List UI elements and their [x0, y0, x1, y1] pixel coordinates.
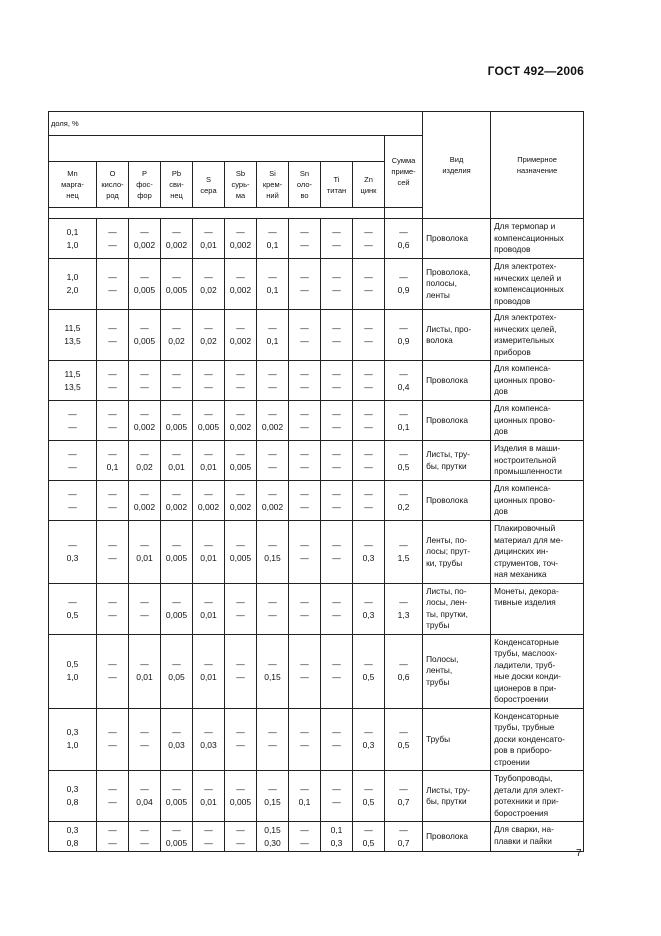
- cell-sum: — 0,7: [385, 822, 423, 852]
- cell-p: — —: [129, 708, 161, 771]
- element-header-si: Si крем- ний: [257, 162, 289, 208]
- cell-sn: — —: [289, 401, 321, 441]
- table-row: [49, 583, 584, 634]
- purpose-cell: Изделия в маши- ностроительной промышленности: [491, 441, 584, 481]
- cell-sum: — 0,4: [385, 361, 423, 401]
- cell-sb: — —: [225, 822, 257, 852]
- alloy-composition-table: [48, 111, 584, 852]
- cell-s: — 0,01: [193, 521, 225, 584]
- cell-pb: — 0,005: [161, 521, 193, 584]
- table-row: [49, 441, 584, 481]
- purpose-cell: Для компенса- ционных прово- дов: [491, 361, 584, 401]
- cell-p: — 0,002: [129, 401, 161, 441]
- cell-si: — —: [257, 441, 289, 481]
- cell-ti: — —: [321, 219, 353, 259]
- cell-si: — 0,15: [257, 771, 289, 822]
- cell-zn: — 0,3: [353, 521, 385, 584]
- cell-pb: — 0,002: [161, 481, 193, 521]
- purpose-cell: Для термопар и компенсационных проводов: [491, 219, 584, 259]
- element-header-p: P фос- фор: [129, 162, 161, 208]
- impurity-sum-header: Сумма приме- сей: [385, 136, 423, 208]
- cell-pb: — 0,01: [161, 441, 193, 481]
- cell-pb: — 0,005: [161, 771, 193, 822]
- cell-p: — 0,002: [129, 481, 161, 521]
- share-label: доля, %: [49, 112, 423, 136]
- cell-sb: — 0,005: [225, 441, 257, 481]
- cell-pb: — 0,005: [161, 259, 193, 310]
- cell-p: — 0,01: [129, 634, 161, 708]
- cell-si: — 0,002: [257, 481, 289, 521]
- cell-ti: — —: [321, 634, 353, 708]
- cell-sn: — —: [289, 441, 321, 481]
- element-header-pb: Pb сви- нец: [161, 162, 193, 208]
- cell-p: — 0,005: [129, 259, 161, 310]
- cell-s: — 0,01: [193, 583, 225, 634]
- table-body: [49, 219, 584, 852]
- cell-o: — —: [97, 401, 129, 441]
- purpose-cell: Плакировочный материал для ме- дицинских ин- струментов, точ- ная механика: [491, 521, 584, 584]
- cell-sn: — —: [289, 310, 321, 361]
- cell-p: — 0,04: [129, 771, 161, 822]
- cell-o: — —: [97, 771, 129, 822]
- cell-ti: 0,1 0,3: [321, 822, 353, 852]
- table-row: [49, 401, 584, 441]
- cell-mn: 1,0 2,0: [49, 259, 97, 310]
- purpose-cell: Для компенса- ционных прово- дов: [491, 401, 584, 441]
- cell-sn: — —: [289, 521, 321, 584]
- cell-sb: — 0,002: [225, 259, 257, 310]
- cell-zn: — —: [353, 259, 385, 310]
- element-header-o: O кисло- род: [97, 162, 129, 208]
- cell-sb: — 0,002: [225, 310, 257, 361]
- cell-ti: — —: [321, 583, 353, 634]
- cell-s: — 0,01: [193, 771, 225, 822]
- cell-o: — —: [97, 481, 129, 521]
- cell-ti: — —: [321, 401, 353, 441]
- cell-si: — 0,15: [257, 634, 289, 708]
- cell-zn: — —: [353, 481, 385, 521]
- cell-s: — 0,01: [193, 441, 225, 481]
- cell-o: — —: [97, 310, 129, 361]
- table-row: [49, 822, 584, 852]
- purpose-cell: Для электротех- нических целей и компенсационных проводов: [491, 259, 584, 310]
- product-type-cell: Проволока: [423, 822, 491, 852]
- product-type-cell: Проволока: [423, 219, 491, 259]
- cell-p: — 0,01: [129, 521, 161, 584]
- cell-p: — 0,002: [129, 219, 161, 259]
- cell-o: — —: [97, 822, 129, 852]
- cell-sb: — 0,005: [225, 771, 257, 822]
- cell-sn: — —: [289, 583, 321, 634]
- cell-sum: — 0,5: [385, 441, 423, 481]
- table-row: [49, 521, 584, 584]
- table-row: [49, 219, 584, 259]
- product-type-cell: Листы, про- волока: [423, 310, 491, 361]
- element-header-zn: Zn цинк: [353, 162, 385, 208]
- product-type-cell: Ленты, по- лосы; прут- ки, трубы: [423, 521, 491, 584]
- cell-si: — 0,1: [257, 219, 289, 259]
- cell-zn: — 0,5: [353, 771, 385, 822]
- cell-sn: — —: [289, 259, 321, 310]
- cell-s: — 0,02: [193, 259, 225, 310]
- cell-o: — —: [97, 521, 129, 584]
- purpose-cell: Для компенса- ционных прово- дов: [491, 481, 584, 521]
- cell-si: — 0,002: [257, 401, 289, 441]
- cell-ti: — —: [321, 481, 353, 521]
- cell-p: — —: [129, 822, 161, 852]
- cell-sn: — —: [289, 219, 321, 259]
- table-header: [49, 112, 584, 219]
- cell-s: — 0,03: [193, 708, 225, 771]
- element-header-sb: Sb сурь- ма: [225, 162, 257, 208]
- purpose-cell: Монеты, декора- тивные изделия: [491, 583, 584, 634]
- cell-ti: — —: [321, 521, 353, 584]
- page-number: 7: [576, 848, 582, 859]
- cell-zn: — —: [353, 219, 385, 259]
- cell-zn: — 0,3: [353, 708, 385, 771]
- cell-zn: — —: [353, 310, 385, 361]
- product-type-cell: Листы, по- лосы, лен- ты, прутки, трубы: [423, 583, 491, 634]
- cell-ti: — —: [321, 708, 353, 771]
- cell-sn: — —: [289, 481, 321, 521]
- product-type-cell: Листы, тру- бы, прутки: [423, 771, 491, 822]
- cell-sn: — —: [289, 634, 321, 708]
- cell-mn: 0,1 1,0: [49, 219, 97, 259]
- cell-zn: — —: [353, 361, 385, 401]
- product-type-cell: Трубы: [423, 708, 491, 771]
- cell-s: — 0,01: [193, 634, 225, 708]
- cell-si: — 0,1: [257, 259, 289, 310]
- cell-o: — —: [97, 259, 129, 310]
- cell-pb: — 0,03: [161, 708, 193, 771]
- cell-si: — 0,15: [257, 521, 289, 584]
- purpose-cell: Для электротех- нических целей, измерительных приборов: [491, 310, 584, 361]
- cell-mn: — 0,3: [49, 521, 97, 584]
- cell-p: — 0,005: [129, 310, 161, 361]
- table-row: [49, 708, 584, 771]
- cell-mn: 0,3 0,8: [49, 822, 97, 852]
- element-header-ti: Ti титан: [321, 162, 353, 208]
- cell-o: — 0,1: [97, 441, 129, 481]
- header-spacer: [49, 136, 385, 162]
- cell-mn: — —: [49, 481, 97, 521]
- cell-sn: — 0,1: [289, 771, 321, 822]
- cell-sum: — 0,6: [385, 219, 423, 259]
- table-row: [49, 634, 584, 708]
- cell-ti: — —: [321, 361, 353, 401]
- product-type-cell: Проволока: [423, 481, 491, 521]
- cell-s: — 0,01: [193, 219, 225, 259]
- cell-o: — —: [97, 583, 129, 634]
- cell-sum: — 1,3: [385, 583, 423, 634]
- header-divider: [49, 208, 385, 219]
- cell-mn: 0,3 1,0: [49, 708, 97, 771]
- cell-sb: — 0,002: [225, 401, 257, 441]
- cell-pb: — 0,02: [161, 310, 193, 361]
- cell-ti: — —: [321, 771, 353, 822]
- cell-o: — —: [97, 219, 129, 259]
- cell-sum: — 0,2: [385, 481, 423, 521]
- product-type-cell: Проволока: [423, 401, 491, 441]
- cell-sum: — 0,9: [385, 310, 423, 361]
- cell-mn: — —: [49, 441, 97, 481]
- element-header-mn: Mn марга- нец: [49, 162, 97, 208]
- table-row: [49, 310, 584, 361]
- product-type-cell: Проволока, полосы, ленты: [423, 259, 491, 310]
- cell-s: — 0,005: [193, 401, 225, 441]
- table-row: [49, 481, 584, 521]
- cell-sb: — 0,005: [225, 521, 257, 584]
- cell-zn: — 0,5: [353, 634, 385, 708]
- cell-sb: — —: [225, 361, 257, 401]
- purpose-cell: Конденсаторные трубы, трубные доски конденсато- ров в приборо- строении: [491, 708, 584, 771]
- table-row: [49, 259, 584, 310]
- cell-p: — 0,02: [129, 441, 161, 481]
- cell-pb: — 0,005: [161, 401, 193, 441]
- cell-sum: — 0,6: [385, 634, 423, 708]
- product-type-cell: Полосы, ленты, трубы: [423, 634, 491, 708]
- cell-pb: — 0,005: [161, 583, 193, 634]
- cell-sn: — —: [289, 708, 321, 771]
- cell-o: — —: [97, 361, 129, 401]
- element-header-s: S сера: [193, 162, 225, 208]
- purpose-cell: Для сварки, на- плавки и пайки: [491, 822, 584, 852]
- cell-zn: — 0,5: [353, 822, 385, 852]
- cell-sum: — 0,9: [385, 259, 423, 310]
- cell-sb: — —: [225, 583, 257, 634]
- document-code: ГОСТ 492—2006: [487, 64, 584, 78]
- cell-sb: — —: [225, 634, 257, 708]
- cell-p: — —: [129, 361, 161, 401]
- cell-sn: — —: [289, 361, 321, 401]
- cell-mn: 0,3 0,8: [49, 771, 97, 822]
- cell-s: — 0,02: [193, 310, 225, 361]
- cell-s: — —: [193, 361, 225, 401]
- cell-ti: — —: [321, 259, 353, 310]
- cell-pb: — 0,002: [161, 219, 193, 259]
- cell-si: 0,15 0,30: [257, 822, 289, 852]
- cell-sb: — 0,002: [225, 481, 257, 521]
- cell-pb: — 0,05: [161, 634, 193, 708]
- cell-sn: — —: [289, 822, 321, 852]
- cell-zn: — 0,3: [353, 583, 385, 634]
- cell-ti: — —: [321, 441, 353, 481]
- purpose-cell: Конденсаторные трубы, маслоох- ладители, труб- ные доски конди- ционеров в при- боростроении: [491, 634, 584, 708]
- table-row: [49, 361, 584, 401]
- cell-si: — —: [257, 708, 289, 771]
- cell-s: — 0,002: [193, 481, 225, 521]
- cell-s: — —: [193, 822, 225, 852]
- purpose-cell: Трубопроводы, детали для элект- ротехники и при- боростроения: [491, 771, 584, 822]
- product-type-cell: Проволока: [423, 361, 491, 401]
- product-type-cell: Листы, тру- бы, прутки: [423, 441, 491, 481]
- table-row: [49, 771, 584, 822]
- element-header-sn: Sn оло- во: [289, 162, 321, 208]
- cell-sum: — 1,5: [385, 521, 423, 584]
- cell-zn: — —: [353, 401, 385, 441]
- cell-sb: — 0,002: [225, 219, 257, 259]
- cell-sb: — —: [225, 708, 257, 771]
- cell-mn: — —: [49, 401, 97, 441]
- cell-sum: — 0,5: [385, 708, 423, 771]
- cell-mn: — 0,5: [49, 583, 97, 634]
- cell-mn: 0,5 1,0: [49, 634, 97, 708]
- cell-pb: — 0,005: [161, 822, 193, 852]
- cell-o: — —: [97, 634, 129, 708]
- cell-ti: — —: [321, 310, 353, 361]
- cell-p: — —: [129, 583, 161, 634]
- cell-o: — —: [97, 708, 129, 771]
- cell-zn: — —: [353, 441, 385, 481]
- cell-pb: — —: [161, 361, 193, 401]
- cell-si: — —: [257, 583, 289, 634]
- purpose-header: Примерное назначение: [491, 112, 584, 219]
- product-type-header: Вид изделия: [423, 112, 491, 219]
- cell-mn: 11,5 13,5: [49, 361, 97, 401]
- cell-sum: — 0,7: [385, 771, 423, 822]
- cell-si: — —: [257, 361, 289, 401]
- cell-mn: 11,5 13,5: [49, 310, 97, 361]
- cell-si: — 0,1: [257, 310, 289, 361]
- cell-sum: — 0,1: [385, 401, 423, 441]
